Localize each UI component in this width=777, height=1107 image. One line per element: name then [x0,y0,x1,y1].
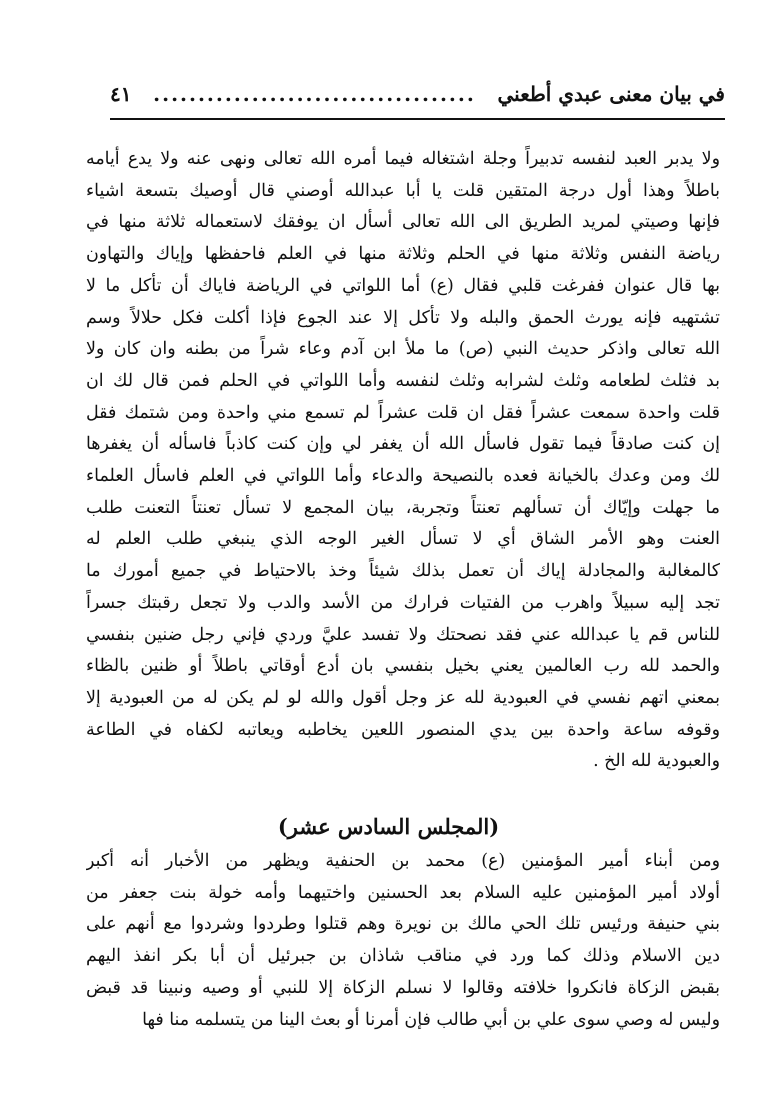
text-line: دين الاسلام وذلك كما ورد في مناقب شاذان بن جبرئيل أن أبا بكر انفذ اليهم [86,946,720,967]
header-rule [110,118,725,120]
text-line: بها قال عنوان ففرغت قلبي فقال (ع) أما اللواتي في الرياضة فاياك أن تأكل ما لا [86,275,720,296]
text-line: بمعني اتهم نفسي في العبودية لله عز وجل أقول والله لو لم يكن له من العبودية إلا [86,687,720,708]
text-line: للناس قم يا عبدالله عني فقد نصحتك ولا تفسد عليَّ وردي فإني رجل ضنين بنفسي [86,624,720,645]
text-line: فإنها وصيتي لمريد الطريق الى الله تعالى أسأل ان يوفقك لاستعماله ثلاثة منها في [86,212,720,233]
page-number: ٤١ [110,82,132,106]
paragraph-2 [86,846,720,1036]
text-line: العنت وهو الأمر الشاق أي لا تسأل الغير الوجه الذي ينبغي طلب العلم له [86,529,720,550]
section-title: (المجلس السادس عشر) [277,814,500,839]
text-line: كالمغالبة والمجادلة إياك أن تعمل بذلك شيئاً وخذ بالاحتياط في جميع أمورك ما [86,561,720,582]
text-line: أولاد أمير المؤمنين عليه السلام بعد الحسنين واختيهما وأمه خولة بنت جعفر من [86,882,720,903]
paragraph-1 [86,144,720,778]
text-line: والعبودية لله الخ . [593,751,720,772]
text-line: تجد إليه سبيلاً واهرب من الفتيات فرارك من الأسد والدب ولا تجعل رقبتك جسراً [86,592,720,613]
text-line: إن كنت صادقاً فيما تقول فاسأل الله أن يغفر لي وإن كنت كاذباً فاسأله أن يغفرها [86,434,720,455]
text-line: ما جهلت وإيّاك أن تسألهم تعنتاً وتجربة، بيان المجمع لا تسأل تعنتاً التعنت طلب [86,497,720,518]
text-line: لك ومن وعدك بالخيانة فعده بالنصيحة والدعاء وأما اللواتي في العلم فاسأل العلماء [86,466,720,487]
text-line: والحمد لله رب العالمين يعني بخيل بنفسي بان أدع أوقاتي باطلاً أو ظنين بالظاء [86,656,720,677]
text-line: قلت واحدة سمعت عشراً فقل ان قلت عشراً لم تسمع مني واحدة ومن شتمك فقل [86,402,720,423]
text-line: وقوفه ساعة واحدة بين يدي المنصور اللعين يخاطبه ويعاتبه لكفاه في الطاعة [86,719,720,740]
header-leader-dots: .................................... [153,82,476,106]
text-line: بقبض الزكاة فانكروا خلافته وقالوا لا نسلم الزكاة إلا للنبي أو وصيه ونبينا قد قبض [86,977,720,998]
text-line: بد فثلث لطعامه وثلث لشرابه وثلث لنفسه وأما اللواتي في الحلم فمن قال لك ان [86,370,720,391]
text-line: رياضة النفس وثلاثة منها في الحلم وثلاثة منها في العلم فاحفظها وإياك والتهاون [86,244,720,265]
text-line: ولا يدبر العبد لنفسه تدبيراً وجلة اشتغاله فيما أمره الله تعالى ونهى عنه ولا يدع أيامه [86,149,720,169]
text-line: تشتهيه فإنه يورث الحمق والبله ولا تأكل إلا عند الجوع فإذا أكلت فكل حلالاً وسم [86,307,720,328]
text-line: باطلاً وهذا أول درجة المتقين قلت يا أبا عبدالله أوصني قال أوصيك بتسعة اشياء [86,180,720,201]
text-line: الله تعالى واذكر حديث النبي (ص) ما ملأ ابن آدم وعاء شراً من بطنه وان كان ولا [86,339,720,360]
text-line: بني حنيفة ورئيس تلك الحي مالك بن نويرة وهم قتلوا وطردوا وشردوا مع أنهم على [86,914,720,935]
text-line: وليس له وصي سوى علي بن أبي طالب فإن أمرنا أو بعث الينا من يتسلمه منا فها [142,1009,720,1030]
running-header [110,82,725,106]
text-line: ومن أبناء أمير المؤمنين (ع) محمد بن الحنفية ويظهر من الأخبار أنه أكبر [86,851,720,871]
header-title: في بيان معنى عبدي أطعني [497,82,725,106]
